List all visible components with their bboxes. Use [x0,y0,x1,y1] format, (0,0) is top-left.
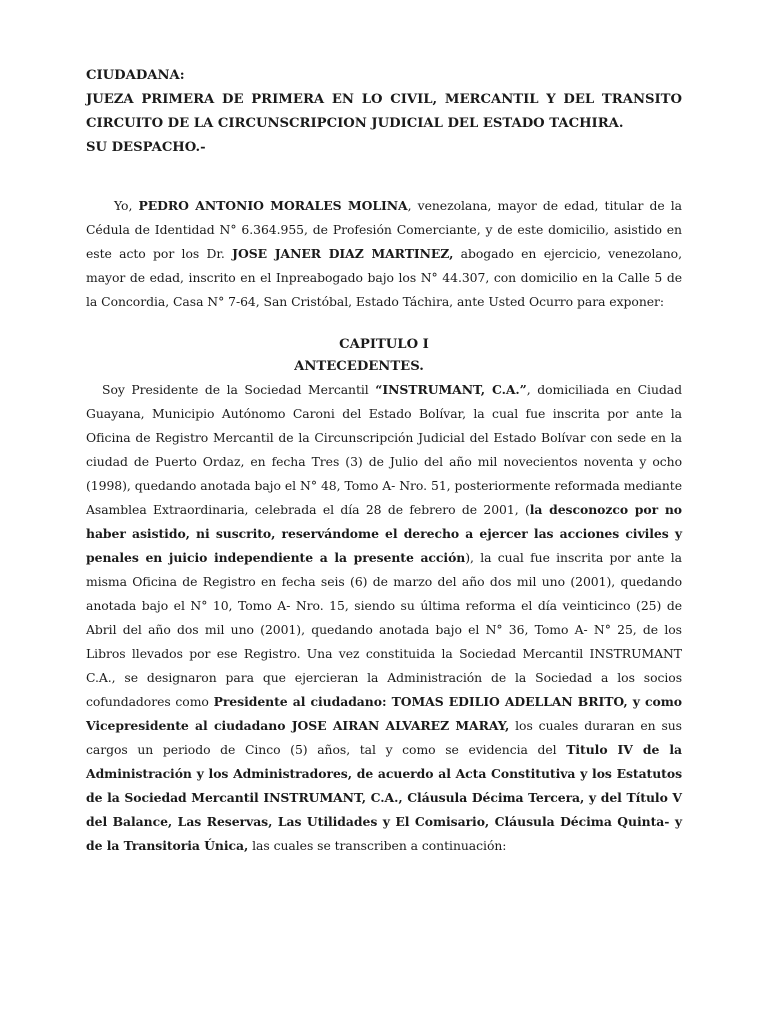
header-despacho: SU DESPACHO.- [86,140,206,155]
intro-text-2: , venezolana, mayor de edad, titular de la Cédula de Identidad N° 6.364.955, de Profesión Comerciante, y de este domicilio, asistido en este acto por los Dr. [86,198,682,261]
body-bold-3: Titulo IV de la Administración y los Administradores, de acuerdo al Acta Constitutiva y los Estatutos de la Sociedad Mercantil INSTRUMANT, C.A., Cláusula Décima Tercera, y del Título V del Balance, Las Reservas, Las Utilidades y El Comisario, Cláusula Décima Quinta- y de la Transitoria Única, [86,742,682,853]
body-text-5: las cuales se transcriben a continuación: [248,838,507,853]
intro-lawyer: JOSE JANER DIAZ MARTINEZ, [232,246,454,261]
chapter-title: CAPITULO I [339,337,429,352]
body-text-4: los cuales duraran en sus cargos un periodo de Cinco (5) años, tal y como se evidencia del [86,718,682,757]
intro-paragraph [86,194,682,314]
chapter-subtitle: ANTECEDENTES. [294,359,424,374]
body-company: “INSTRUMANT, C.A.” [375,382,527,397]
intro-text-3: abogado en ejercicio, venezolano, mayor de edad, inscrito en el Inpreabogado bajo los N° 44.307, con domicilio en la Calle 5 de la Concordia, Casa N° 7-64, San Cristóbal, Estado Táchira, ante Usted Ocurro para exponer: [86,246,682,309]
intro-name: PEDRO ANTONIO MORALES MOLINA [138,198,408,213]
header-court-line-1: JUEZA PRIMERA DE PRIMERA EN LO CIVIL, MERCANTIL Y DEL TRANSITO [86,92,682,107]
body-bold-1: la desconozco por no haber asistido, ni suscrito, reservándome el derecho a ejercer las acciones civiles y penales en juicio independiente a la presente acción [86,502,682,565]
header-addressee: CIUDADANA: [86,68,185,83]
antecedentes-paragraph [86,378,682,858]
header-court-line-2: CIRCUITO DE LA CIRCUNSCRIPCION JUDICIAL DEL ESTADO TACHIRA. [86,116,624,131]
document-page [86,64,682,858]
body-text-1: Soy Presidente de la Sociedad Mercantil [102,382,376,397]
letter-header [86,64,682,160]
body-text-2: , domiciliada en Ciudad Guayana, Municipio Autónomo Caroni del Estado Bolívar, la cual fue inscrita por ante la Oficina de Registro Mercantil de la Circunscripción Judicial del Estado Bolívar con sede en la ciudad de Puerto Ordaz, en fecha Tres (3) de Julio del año mil novecientos noventa y ocho (1998), quedando anotada bajo el N° 48, Tomo A- Nro. 51, posteriormente reformada mediante Asamblea Extraordinaria, celebrada el día 28 de febrero de 2001, ( [86,382,682,517]
intro-text-1: Yo, [114,198,139,213]
body-text-3: ), la cual fue inscrita por ante la misma Oficina de Registro en fecha seis (6) de marzo del año dos mil uno (2001), quedando anotada bajo el N° 10, Tomo A- Nro. 15, siendo su última reforma el día veinticinco (25) de Abril del año dos mil uno (2001), quedando anotada bajo el N° 36, Tomo A- N° 25, de los Libros llevados por ese Registro. Una vez constituida la Sociedad Mercantil INSTRUMANT C.A., se designaron para que ejercieran la Administración de la Sociedad a los socios cofundadores como [86,550,682,709]
body-bold-2: Presidente al ciudadano: TOMAS EDILIO ADELLAN BRITO, y como Vicepresidente al ciudadano JOSE AIRAN ALVAREZ MARAY, [86,694,682,733]
